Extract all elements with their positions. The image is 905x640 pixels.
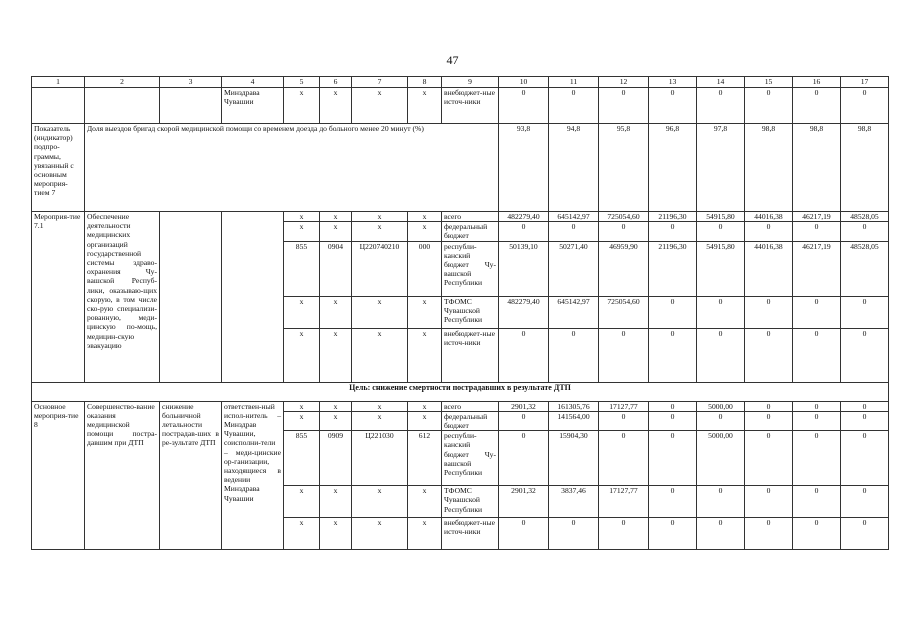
value-col15: 0 <box>745 222 793 241</box>
indicator-value-col11: 94,8 <box>549 124 599 212</box>
goal-row <box>32 382 889 401</box>
funding-source: федеральный бюджет <box>442 411 499 430</box>
cell-col3 <box>160 88 222 124</box>
value-col13: 0 <box>649 486 697 518</box>
cell-col8: х <box>408 518 442 550</box>
measure-description: Обеспечение деятельности медицинских организаций государственной системы здраво-охранения Чу-вашской Респуб-лики, оказываю-щих скорую, в том числе ско-рую специализи-рованную, меди-цинскую по-мощь, медицин-скую эвакуацию <box>85 212 160 383</box>
cell-col6: 0904 <box>320 241 352 296</box>
value-col14: 54915,80 <box>697 212 745 222</box>
value-col10: 482279,40 <box>499 212 549 222</box>
cell-col8: х <box>408 212 442 222</box>
cell-col8: 612 <box>408 431 442 486</box>
value-col15: 44016,38 <box>745 212 793 222</box>
value-col12: 46959,90 <box>599 241 649 296</box>
cell-col5: х <box>284 401 320 411</box>
value-col11: 645142,97 <box>549 212 599 222</box>
column-number-11: 11 <box>549 77 599 88</box>
value-col17: 0 <box>841 328 889 382</box>
value-col11: 50271,40 <box>549 241 599 296</box>
cell-col7: х <box>352 212 408 222</box>
value-col17: 0 <box>841 401 889 411</box>
column-number-17: 17 <box>841 77 889 88</box>
cell-col8: х <box>408 296 442 328</box>
value-col16: 0 <box>793 222 841 241</box>
column-number-15: 15 <box>745 77 793 88</box>
funding-source: всего <box>442 212 499 222</box>
cell-col5: х <box>284 411 320 430</box>
cell-col6: х <box>320 328 352 382</box>
cell-col7: х <box>352 328 408 382</box>
column-number-3: 3 <box>160 77 222 88</box>
value-col16: 0 <box>793 88 841 124</box>
cell-col8: 000 <box>408 241 442 296</box>
cell-col7: х <box>352 296 408 328</box>
cell-col6: х <box>320 411 352 430</box>
value-col16: 0 <box>793 328 841 382</box>
cell-col7: х <box>352 401 408 411</box>
column-number-7: 7 <box>352 77 408 88</box>
cell-col8: х <box>408 411 442 430</box>
column-number-16: 16 <box>793 77 841 88</box>
value-col13: 21196,30 <box>649 212 697 222</box>
value-col14: 0 <box>697 328 745 382</box>
value-col14: 0 <box>697 518 745 550</box>
value-col16: 0 <box>793 518 841 550</box>
value-col14: 0 <box>697 296 745 328</box>
indicator-value-col15: 98,8 <box>745 124 793 212</box>
indicator-value-col17: 98,8 <box>841 124 889 212</box>
value-col11: 141564,00 <box>549 411 599 430</box>
column-number-6: 6 <box>320 77 352 88</box>
measure-description: Совершенство-вание оказания медицинской помощи постра-давшим при ДТП <box>85 401 160 550</box>
program-table <box>31 76 889 550</box>
value-col17: 0 <box>841 222 889 241</box>
value-col10: 2901,32 <box>499 486 549 518</box>
cell-col7: х <box>352 486 408 518</box>
cell-col8: х <box>408 328 442 382</box>
value-col10: 50139,10 <box>499 241 549 296</box>
value-col13: 21196,30 <box>649 241 697 296</box>
value-col17: 0 <box>841 88 889 124</box>
value-col12: 725054,60 <box>599 296 649 328</box>
funding-source: республи-канский бюджет Чу-вашской Республики <box>442 241 499 296</box>
cell-col8: х <box>408 486 442 518</box>
funding-source: республи-канский бюджет Чу-вашской Республики <box>442 431 499 486</box>
column-number-9: 9 <box>442 77 499 88</box>
cell-col5: х <box>284 296 320 328</box>
column-number-1: 1 <box>32 77 85 88</box>
cell-col6: х <box>320 212 352 222</box>
value-col16: 0 <box>793 401 841 411</box>
target-indicator: снижение больничной летальности пострадав-ших в ре-зультате ДТП <box>160 401 222 550</box>
value-col15: 0 <box>745 328 793 382</box>
cell-col1 <box>32 88 85 124</box>
value-col11: 0 <box>549 222 599 241</box>
value-col17: 0 <box>841 486 889 518</box>
value-col13: 0 <box>649 401 697 411</box>
value-col11: 0 <box>549 328 599 382</box>
funding-source: внебюджет-ные источ-ники <box>442 88 499 124</box>
funding-source: ТФОМС Чувашской Республики <box>442 296 499 328</box>
value-col14: 0 <box>697 411 745 430</box>
cell-col6: 0909 <box>320 431 352 486</box>
cell-col7: Ц221030 <box>352 431 408 486</box>
indicator-value-col10: 93,8 <box>499 124 549 212</box>
value-col15: 0 <box>745 411 793 430</box>
value-col17: 0 <box>841 518 889 550</box>
cell-col6: х <box>320 401 352 411</box>
cell-col7: х <box>352 518 408 550</box>
cell-col7: х <box>352 222 408 241</box>
value-col15: 0 <box>745 88 793 124</box>
cell-col6: х <box>320 296 352 328</box>
value-col11: 161305,76 <box>549 401 599 411</box>
cell-col5: х <box>284 518 320 550</box>
column-number-5: 5 <box>284 77 320 88</box>
value-col15: 44016,38 <box>745 241 793 296</box>
value-col12: 17127,77 <box>599 401 649 411</box>
value-col14: 5000,00 <box>697 431 745 486</box>
value-col15: 0 <box>745 486 793 518</box>
value-col15: 0 <box>745 401 793 411</box>
cell-col6: х <box>320 222 352 241</box>
indicator-label: Показатель (индикатор) подпро-граммы, увязанный с основным мероприя-тием 7 <box>32 124 85 212</box>
column-number-14: 14 <box>697 77 745 88</box>
cell-col5: х <box>284 328 320 382</box>
cell-col6: х <box>320 88 352 124</box>
funding-source: федеральный бюджет <box>442 222 499 241</box>
cell-col6: х <box>320 486 352 518</box>
column-number-13: 13 <box>649 77 697 88</box>
cell-col3 <box>160 212 222 383</box>
indicator-value-col16: 98,8 <box>793 124 841 212</box>
value-col12: 725054,60 <box>599 212 649 222</box>
value-col13: 0 <box>649 296 697 328</box>
column-number-12: 12 <box>599 77 649 88</box>
value-col13: 0 <box>649 518 697 550</box>
value-col12: 0 <box>599 88 649 124</box>
funding-source: всего <box>442 401 499 411</box>
value-col17: 0 <box>841 431 889 486</box>
value-col15: 0 <box>745 518 793 550</box>
value-col11: 0 <box>549 518 599 550</box>
value-col10: 0 <box>499 431 549 486</box>
value-col14: 5000,00 <box>697 401 745 411</box>
cell-col7: х <box>352 88 408 124</box>
responsible-executor: Минздрава Чувашии <box>222 88 284 124</box>
value-col17: 0 <box>841 296 889 328</box>
funding-source: внебюджет-ные источ-ники <box>442 518 499 550</box>
value-col12: 0 <box>599 411 649 430</box>
cell-col6: х <box>320 518 352 550</box>
value-col16: 0 <box>793 431 841 486</box>
value-col11: 3837,46 <box>549 486 599 518</box>
value-col12: 17127,77 <box>599 486 649 518</box>
value-col13: 0 <box>649 411 697 430</box>
cell-col5: х <box>284 486 320 518</box>
value-col11: 0 <box>549 88 599 124</box>
measure-label: Основное мероприя-тие 8 <box>32 401 85 550</box>
value-col17: 0 <box>841 411 889 430</box>
cell-col5: 855 <box>284 431 320 486</box>
value-col12: 0 <box>599 222 649 241</box>
value-col16: 0 <box>793 486 841 518</box>
value-col11: 645142,97 <box>549 296 599 328</box>
value-col12: 0 <box>599 431 649 486</box>
value-col15: 0 <box>745 296 793 328</box>
value-col17: 48528,05 <box>841 241 889 296</box>
value-col13: 0 <box>649 328 697 382</box>
cell-col4 <box>222 212 284 383</box>
cell-col8: х <box>408 88 442 124</box>
column-number-10: 10 <box>499 77 549 88</box>
table-row <box>32 401 889 411</box>
funding-source: внебюджет-ные источ-ники <box>442 328 499 382</box>
value-col10: 482279,40 <box>499 296 549 328</box>
table-row <box>32 212 889 222</box>
cell-col5: 855 <box>284 241 320 296</box>
cell-col7: Ц220740210 <box>352 241 408 296</box>
cell-col5: х <box>284 212 320 222</box>
indicator-value-col14: 97,8 <box>697 124 745 212</box>
indicator-text: Доля выездов бригад скорой медицинской помощи со временем доезда до больного менее 20 минут (%) <box>85 124 499 212</box>
column-number-8: 8 <box>408 77 442 88</box>
cell-col7: х <box>352 411 408 430</box>
column-number-4: 4 <box>222 77 284 88</box>
value-col16: 46217,19 <box>793 212 841 222</box>
value-col13: 0 <box>649 431 697 486</box>
value-col16: 46217,19 <box>793 241 841 296</box>
value-col15: 0 <box>745 431 793 486</box>
value-col10: 0 <box>499 328 549 382</box>
value-col13: 0 <box>649 222 697 241</box>
value-col17: 48528,05 <box>841 212 889 222</box>
indicator-row <box>32 124 889 212</box>
value-col14: 0 <box>697 222 745 241</box>
value-col16: 0 <box>793 296 841 328</box>
responsible-executor: ответствен-ный испол-нитель – Минздрав Чувашии, соисполни-тели – меди-цинские ор-ганизации, находящиеся в ведении Минздрава Чувашии <box>222 401 284 550</box>
value-col12: 0 <box>599 328 649 382</box>
value-col10: 0 <box>499 411 549 430</box>
cell-col5: х <box>284 88 320 124</box>
value-col16: 0 <box>793 411 841 430</box>
value-col11: 15904,30 <box>549 431 599 486</box>
page-number: 47 <box>446 53 459 67</box>
value-col10: 0 <box>499 518 549 550</box>
column-header-row <box>32 77 889 88</box>
cell-col8: х <box>408 222 442 241</box>
measure-label: Мероприя-тие 7.1 <box>32 212 85 383</box>
value-col10: 0 <box>499 222 549 241</box>
value-col14: 54915,80 <box>697 241 745 296</box>
cell-col5: х <box>284 222 320 241</box>
value-col12: 0 <box>599 518 649 550</box>
value-col14: 0 <box>697 88 745 124</box>
indicator-value-col13: 96,8 <box>649 124 697 212</box>
value-col10: 2901,32 <box>499 401 549 411</box>
cell-col8: х <box>408 401 442 411</box>
goal-heading: Цель: снижение смертности пострадавших в результате ДТП <box>32 382 889 401</box>
cell-col2 <box>85 88 160 124</box>
value-col13: 0 <box>649 88 697 124</box>
value-col14: 0 <box>697 486 745 518</box>
funding-source: ТФОМС Чувашской Республики <box>442 486 499 518</box>
table-row <box>32 88 889 124</box>
value-col10: 0 <box>499 88 549 124</box>
column-number-2: 2 <box>85 77 160 88</box>
indicator-value-col12: 95,8 <box>599 124 649 212</box>
